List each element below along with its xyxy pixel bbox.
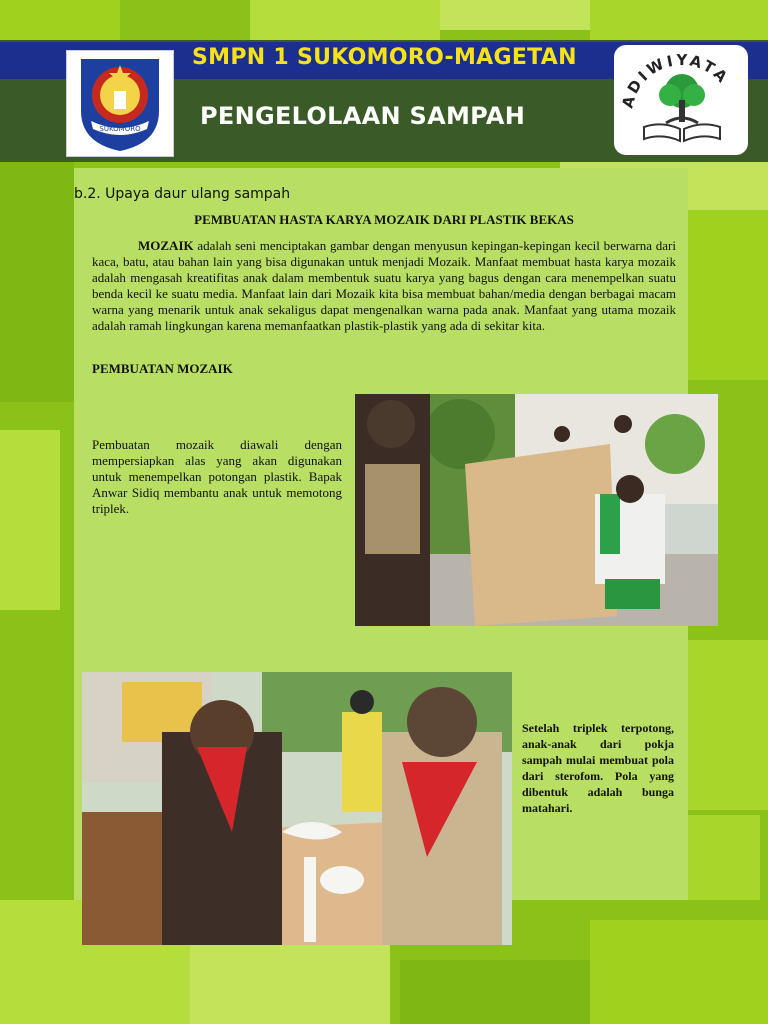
photo-cutting-plywood [355,394,718,626]
step1-paragraph: Pembuatan mozaik diawali dengan mempersiapkan alas yang akan digunakan untuk menempelkan potongan plastik. Bapak Anwar Sidiq membantu anak untuk memotong triplek. [92,437,342,516]
background-block [590,920,768,1024]
intro-paragraph [92,238,676,334]
emblem-text: SUKOMORO [99,125,141,133]
section-heading: b.2. Upaya daur ulang sampah [74,186,291,202]
school-emblem-logo [66,50,174,157]
background-block [0,162,74,402]
adiwiyata-logo [614,45,748,155]
background-block [0,430,60,610]
background-block [0,0,120,40]
school-emblem-icon [67,51,173,156]
page-title: PENGELOLAAN SAMPAH [200,102,526,130]
photo-students-pattern [82,672,512,945]
background-block [590,0,768,40]
background-block [688,640,768,810]
background-block [688,210,768,380]
background-block [440,0,590,30]
article-title: PEMBUATAN HASTA KARYA MOZAIK DARI PLASTIK BEKAS [194,212,574,227]
background-block [400,960,590,1024]
adiwiyata-logo-icon [614,45,748,155]
subheading-pembuatan: PEMBUATAN MOZAIK [92,361,233,376]
intro-body: adalah seni menciptakan gambar dengan menyusun kepingan-kepingan kecil berwarna dari kaca, batu, atau bahan lain yang bisa digunakan untuk menjadi Mozaik. Manfaat membuat hasta karya mozaik adalah mengasah kreatifitas anak dalam membentuk suatu karya yang bagus dengan cara menempelkan suatu benda kecil ke suatu media. Manfaat lain dari Mozaik kita bisa membuat bahan/media dengan berbagai macam warna yang menarik untuk anak sekaligus dapat mengenalkan warna pada anak. Manfaat yang utama mozaik adalah ramah lingkungan karena memanfaatkan plastik-plastik yang ada di sekitar kita. [92,238,676,333]
school-name: SMPN 1 SUKOMORO-MAGETAN [192,45,577,70]
background-block [190,945,390,1024]
intro-lead: MOZAIK [138,238,194,253]
background-block [250,0,440,40]
step2-paragraph: Setelah triplek terpotong, anak-anak dari pokja sampah mulai membuat pola dari sterofom. Pola yang dibentuk adalah bunga matahari. [522,721,674,815]
adiwiyata-text: ADIWIYATA [618,50,733,110]
